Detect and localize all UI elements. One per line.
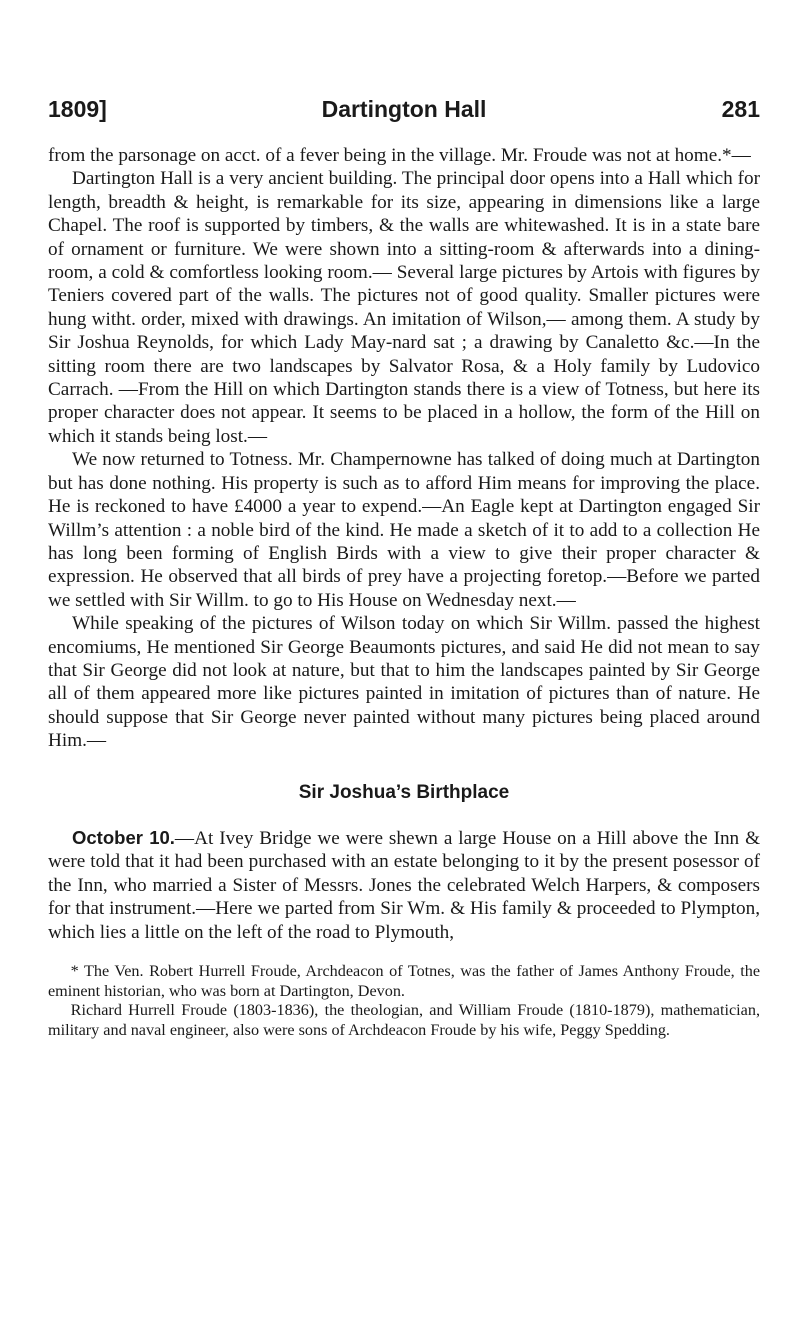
page-number: 281 — [721, 96, 760, 122]
paragraph-totness-return: We now returned to Totness. Mr. Champernowne has talked of doing much at Dartington but has done nothing. His property is such as to afford Him means for improving the place. He is reckoned to have £4000 a year to expend.—An Eagle kept at Dartington engaged Sir Willm’s attention : a noble bird of the kind. He made a sketch of it to add to a collection He has long been forming of English Birds with a view to give their proper character & expression. He observed that all birds of prey have a projecting foretop.—Before we parted we settled with Sir Willm. to go to His House on Wednesday next.— — [48, 449, 760, 611]
footnotes — [48, 962, 760, 1040]
paragraph-october-entry — [48, 826, 760, 944]
running-head — [48, 82, 760, 122]
book-page — [48, 82, 760, 1040]
paragraph-continuation: from the parsonage on acct. of a fever being in the village. Mr. Froude was not at home.*— — [48, 145, 751, 166]
entry-date: October 10. — [72, 826, 175, 848]
section-heading: Sir Joshua’s Birthplace — [298, 781, 510, 803]
footnote-froude-archdeacon: * The Ven. Robert Hurrell Froude, Archdeacon of Totnes, was the father of James Anthony Froude, the eminent historian, who was born at Dartington, Devon. — [48, 962, 760, 1000]
entry-text: —At Ivey Bridge we were shewn a large House on a Hill above the Inn & were told that it had been purchased with an estate belonging to it by the present posessor of the Inn, who married a Sister of Messrs. Jones the celebrated Welch Harpers, & composers for that instrument.—Here we parted from Sir Wm. & His family & proceeded to Plympton, which lies a little on the left of the road to Plymouth, — [48, 827, 760, 943]
footnote-froude-sons: Richard Hurrell Froude (1803-1836), the theologian, and William Froude (1810-1879), mathematician, military and naval engineer, also were sons of Archdeacon Froude by his wife, Peggy Spedding. — [48, 1001, 760, 1039]
paragraph-wilson-pictures: While speaking of the pictures of Wilson today on which Sir Willm. passed the highest encomiums, He mentioned Sir George Beaumonts pictures, and said He did not mean to say that Sir George did not look at nature, but that to him the landscapes painted by Sir George all of them appeared more like pictures painted in imitation of pictures than of nature. He should suppose that Sir George never painted without many pictures being placed around Him.— — [48, 613, 760, 752]
header-title: Dartington Hall — [321, 96, 487, 122]
header-year: 1809] — [48, 96, 107, 122]
main-text — [48, 144, 760, 944]
paragraph-dartington-hall: Dartington Hall is a very ancient building. The principal door opens into a Hall which for length, breadth & height, is remarkable for its size, appearing in dimensions like a large Chapel. The roof is supported by timbers, & the walls are whitewashed. It is in a state bare of ornament or furniture. We were shown into a sitting-room & afterwards into a dining-room, a cold & comfortless looking room.— Several large pictures by Artois with figures by Teniers covered part of the walls. The pictures not of good quality. Smaller pictures were hung witht. order, mixed with drawings. An imitation of Wilson,— among them. A study by Sir Joshua Reynolds, for which Lady May-nard sat ; a drawing by Canaletto &c.—In the sitting room there are two landscapes by Salvator Rosa, & a Holy family by Ludovico Carrach. —From the Hill on which Dartington stands there is a view of Totness, but here its proper character does not appear. It seems to be placed in a hollow, the form of the Hill on which it stands being lost.— — [48, 168, 760, 447]
